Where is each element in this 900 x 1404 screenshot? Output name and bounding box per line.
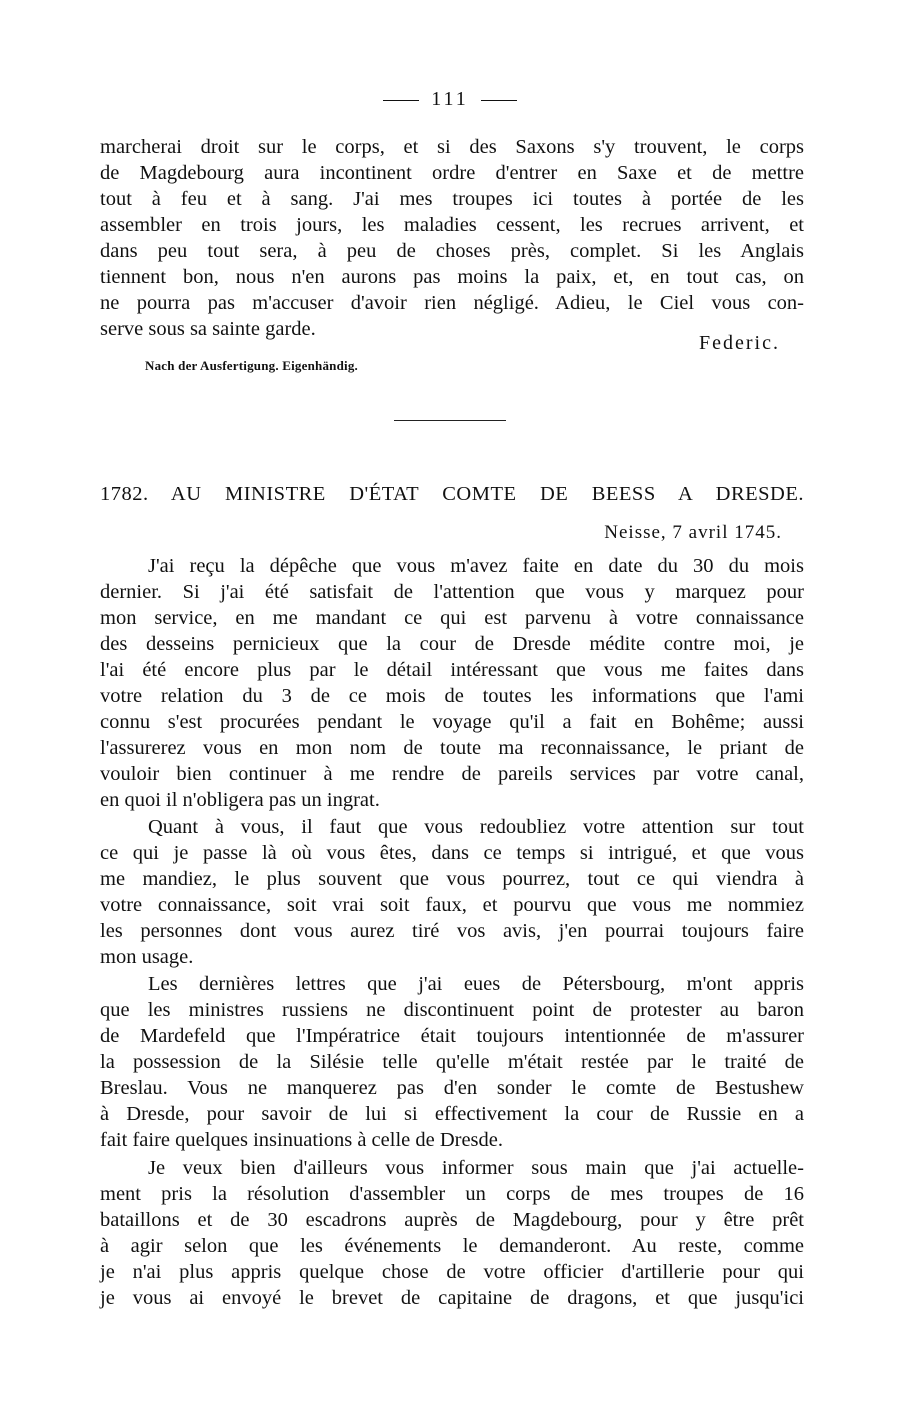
text-line: tiennent bon, nous n'en aurons pas moins la paix, et, en tout cas, on (100, 266, 804, 288)
text-line: connu s'est procurées pendant le voyage qu'il a fait en Bohême; aussi (100, 711, 804, 733)
text-line: en quoi il n'obligera pas un ingrat. (100, 789, 380, 811)
text-line: dernier. Si j'ai été satisfait de l'attention que vous y marquez pour (100, 581, 804, 603)
text-line: à Dresde, pour savoir de lui si effectivement la cour de Russie en a (100, 1103, 804, 1125)
text-line: tout à feu et à sang. J'ai mes troupes ici toutes à portée de les (100, 188, 804, 210)
signature: Federic. (699, 332, 780, 354)
text-line: assembler en trois jours, les maladies cessent, les recrues arrivent, et (100, 214, 804, 236)
text-line: J'ai reçu la dépêche que vous m'avez faite en date du 30 du mois (148, 555, 804, 577)
text-line: marcherai droit sur le corps, et si des Saxons s'y trouvent, le corps (100, 136, 804, 158)
text-line: vouloir bien continuer à me rendre de pareils services par votre canal, (100, 763, 804, 785)
text-line: ne pourra pas m'accuser d'avoir rien négligé. Adieu, le Ciel vous con- (100, 292, 804, 314)
letter-heading: 1782. AU MINISTRE D'ÉTAT COMTE DE BEESS A DRESDE. (100, 483, 804, 505)
text-line: me mandiez, le plus souvent que vous pourrez, tout ce qui viendra à (100, 868, 804, 890)
text-line: Quant à vous, il faut que vous redoubliez votre attention sur tout (148, 816, 804, 838)
text-line: de Mardefeld que l'Impératrice était toujours intentionnée de m'assurer (100, 1025, 804, 1047)
text-line: Je veux bien d'ailleurs vous informer sous main que j'ai actuelle- (148, 1157, 804, 1179)
page-header (0, 88, 900, 111)
text-line: serve sous sa sainte garde. (100, 318, 316, 340)
text-line: mon usage. (100, 946, 194, 968)
text-line: votre relation du 3 de ce mois de toutes les informations que l'ami (100, 685, 804, 707)
header-rule-left (383, 100, 419, 101)
text-line: à agir selon que les événements le demanderont. Au reste, comme (100, 1235, 804, 1257)
text-line: que les ministres russiens ne discontinuent point de protester au baron (100, 999, 804, 1021)
page-number: 111 (431, 88, 469, 110)
text-line: des desseins pernicieux que la cour de Dresde médite contre moi, je (100, 633, 804, 655)
text-line: fait faire quelques insinuations à celle de Dresde. (100, 1129, 504, 1151)
text-line: bataillons et de 30 escadrons auprès de Magdebourg, pour y être prêt (100, 1209, 804, 1231)
text-line: ce qui je passe là où vous êtes, dans ce temps si intrigué, et que vous (100, 842, 804, 864)
source-note: Nach der Ausfertigung. Eigenhändig. (145, 358, 358, 373)
text-line: je vous ai envoyé le brevet de capitaine de dragons, et que jusqu'ici (100, 1287, 804, 1309)
text-line: votre connaissance, soit vrai soit faux, et pourvu que vous me nommiez (100, 894, 804, 916)
text-line: dans peu tout sera, à peu de choses près, complet. Si les Anglais (100, 240, 804, 262)
text-line: Les dernières lettres que j'ai eues de Pétersbourg, m'ont appris (148, 973, 804, 995)
text-line: l'assurerez vous en mon nom de toute ma reconnaissance, le priant de (100, 737, 804, 759)
header-rule-right (481, 100, 517, 101)
text-line: de Magdebourg aura incontinent ordre d'entrer en Saxe et de mettre (100, 162, 804, 184)
text-line: ment pris la résolution d'assembler un corps de mes troupes de 16 (100, 1183, 804, 1205)
text-line: l'ai été encore plus par le détail intéressant que vous me faites dans (100, 659, 804, 681)
text-line: je n'ai plus appris quelque chose de votre officier d'artillerie pour qui (100, 1261, 804, 1283)
text-line: les personnes dont vous aurez tiré vos avis, j'en pourrai toujours faire (100, 920, 804, 942)
letter-dateline: Neisse, 7 avril 1745. (604, 522, 782, 543)
text-line: mon service, en me mandant ce qui est parvenu à votre connaissance (100, 607, 804, 629)
text-line: Breslau. Vous ne manquerez pas d'en sonder le comte de Bestushew (100, 1077, 804, 1099)
section-divider (394, 420, 506, 421)
text-line: la possession de la Silésie telle qu'elle m'était restée par le traité de (100, 1051, 804, 1073)
